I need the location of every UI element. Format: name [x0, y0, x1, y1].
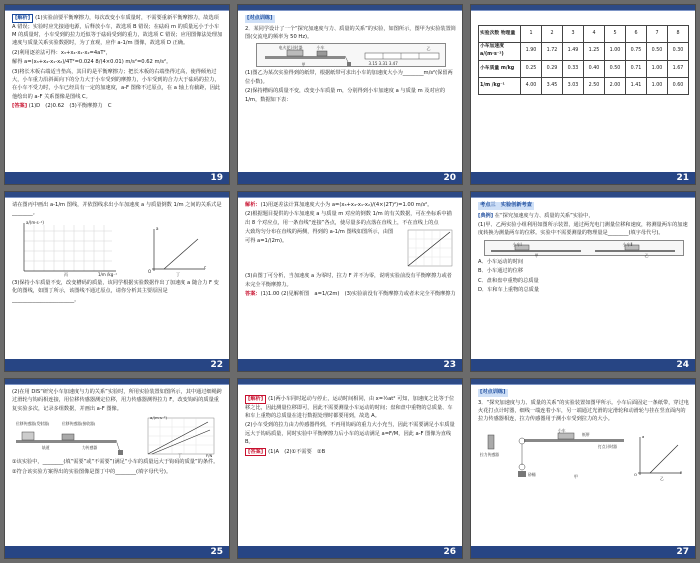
- slide-25[interactable]: [4, 378, 230, 559]
- answer-label: [答案]: [12, 103, 28, 110]
- table-cell: 0.30: [668, 43, 689, 61]
- table-cell: 小车质量 m/kg: [479, 60, 521, 77]
- graph-label: 1/m /kg⁻¹: [98, 271, 117, 277]
- question-text: ①该实验中，________(填“需要”或“不需要”)满足“小车的质量远大于钩码的质量”的条件。: [12, 459, 219, 466]
- figure-area: [12, 414, 223, 458]
- figure-label: 甲: [301, 62, 306, 68]
- footer-bar: [471, 546, 695, 558]
- header-bar: [471, 192, 695, 197]
- slide-26[interactable]: [237, 378, 463, 559]
- figure-label: 甲: [574, 473, 578, 479]
- slide-19[interactable]: [4, 4, 230, 185]
- table-header-cell: 6: [626, 26, 647, 43]
- figure-label: 小车Ⅱ: [622, 241, 633, 247]
- section-heading: 考点三 实验创新考查: [480, 202, 532, 208]
- table-header-cell: 3: [563, 26, 584, 43]
- analysis-tag: [解析]: [245, 395, 266, 404]
- slide-content: [245, 201, 456, 357]
- header-bar: [471, 379, 695, 384]
- table-cell: 3.03: [563, 77, 584, 94]
- table-header-cell: 1: [521, 26, 542, 43]
- option-c: C．盘和盘中重物的总质量: [478, 277, 539, 284]
- footer-bar: [238, 546, 462, 558]
- slide-content: [12, 388, 223, 544]
- figure-label: 小车Ⅰ: [512, 241, 522, 247]
- question-text: (2)在用 DIS“研究小车加速度与力的关系”实验时，所用实验装置如图所示，其中通过细绳跨过滑轮与钩码相连接，用位移传感器测定位移，用力传感器测得拉力 F，改变钩码的质量重复实验多次，记录多组数据，并画出 a-F 图像。: [12, 389, 222, 412]
- header-bar: [471, 5, 695, 10]
- slide-content: [245, 395, 456, 544]
- table-cell: 0.60: [668, 77, 689, 94]
- figure-label: F/N: [206, 453, 213, 459]
- analysis-tag: [解析]: [12, 14, 33, 23]
- footer-bar: [5, 359, 229, 371]
- answer-text: (1)1.00: [260, 291, 280, 298]
- text-line: (2)根据题目提供的小车加速度 a 与质量 m 对应的倒数 1/m 的有关数据，可在坐标系中描出 8 个对应点，用一条直线“连接”各点，使尽量多的点落在直线上，不在直线上的点: [245, 211, 452, 226]
- slide-content: [12, 201, 223, 357]
- table-cell: 1.25: [584, 43, 605, 61]
- figure-label: 打点计时器: [598, 443, 617, 449]
- slide-23[interactable]: [237, 191, 463, 372]
- question-text: 2．某同学设计了一个“探究加速度与力、质量的关系”的实验，如图所示，图甲为实验装置简图(交流电的频率为 50 Hz)。: [245, 25, 456, 40]
- table-header-cell: 7: [647, 26, 668, 43]
- table-cell: 2.50: [584, 77, 605, 94]
- table-cell: 1.00: [605, 43, 626, 61]
- header-bar: [238, 379, 462, 384]
- figure-label: 乙: [660, 475, 664, 481]
- question-text: 3．“探究加速度与力、质量的关系”的实验装置如图甲所示。小车后面固定一条纸带，穿过电火花打点计时器，细线一端连着小车，另一端通过光滑的定滑轮和动滑轮与挂在竖直面内的拉力传感器相连，拉力传感器用于测小车受到拉力的大小。: [478, 399, 689, 423]
- analysis-tag: 解析：: [245, 202, 261, 208]
- header-bar: [5, 192, 229, 197]
- page-number: 27: [676, 547, 689, 557]
- table-row: [479, 77, 689, 94]
- table-cell: 4.00: [521, 77, 542, 94]
- answer-text: (1)D (2)0.62 (3)平衡摩擦力 C: [28, 103, 112, 110]
- slide-21[interactable]: [470, 4, 696, 185]
- slide-content: [12, 14, 223, 170]
- text-line: (2)利用逐差法可得：x₃+x₄-x₁-x₂=4aT²，: [12, 49, 111, 56]
- table-cell: 0.33: [563, 60, 584, 77]
- answer-label: 答案：: [245, 291, 261, 298]
- question-text: (1)图乙为某次实验得到的纸带，根据纸带可求出小车的加速度大小为________m/s²(保留两位小数)。: [245, 70, 453, 85]
- page-number: 25: [210, 547, 223, 557]
- table-cell: 2.00: [605, 77, 626, 94]
- figure-label: 位移传感器(发射器): [16, 421, 50, 427]
- text-line: (3)将长木板右端适当垫高，其目的是平衡摩擦力；把长木板的右端垫得过高，使得倾角过大，小车重力沿斜面向下的分力大于小车受到的摩擦力，小车受到的合力大于砝码的拉力，在小车不受力时，小车已经具有一定的加速度，a-F 图像不过原点，在 a 轴上有截距，因此他绘出的 a-F 关系图像是图线 C。: [12, 68, 221, 100]
- table-cell: 0.29: [542, 60, 563, 77]
- answer-label: [答案]: [245, 448, 266, 457]
- figure-label: F: [680, 469, 683, 475]
- header-bar: [5, 379, 229, 384]
- text-line: (3)由图丁可分析，当加速度 a 为零时，拉力 F 并不为零，说明实验前没有平衡摩擦力或者未完全平衡摩擦力。: [245, 273, 452, 288]
- figure-label: a/(m·s⁻²): [150, 415, 167, 421]
- answer-text: (2)见解析图 a=1/(2m) (3)实验前没有平衡摩擦力或者未完全平衡摩擦力: [281, 291, 456, 298]
- graph-label: F: [204, 265, 207, 271]
- figure-label: 拉力传感器: [480, 451, 499, 457]
- page-number: 24: [676, 360, 689, 370]
- page-number: 20: [443, 173, 456, 183]
- slide-content: [478, 21, 689, 170]
- question-text: (1)甲、乙两实验小组利用如图所示装置，通过两光电门测量位移和速度，将测量两车的加速度转换为测量两车的位移。实验中不需要测量的物理量是________(填字母代号)。: [478, 221, 688, 237]
- page-number: 22: [210, 360, 223, 370]
- option-b: B．小车通过的位移: [478, 268, 524, 275]
- figure-label: 乙: [426, 46, 431, 52]
- figure-label: 电火花计时器: [278, 45, 303, 51]
- answer-text: (1)A (2)①不需要 ②B: [268, 448, 326, 455]
- slide-24[interactable]: [470, 191, 696, 372]
- table-cell: 0.75: [626, 43, 647, 61]
- slide-22[interactable]: [4, 191, 230, 372]
- page-number: 19: [210, 173, 223, 183]
- graph-label: 丁: [176, 271, 180, 277]
- figure-label: a: [642, 433, 645, 439]
- figure-label: 小车: [316, 45, 325, 51]
- footer-bar: [5, 172, 229, 184]
- header-bar: [238, 5, 462, 10]
- question-text: (2)保持槽码的质量不变，改变小车质量 m，分别得到小车加速度 a 与质量 m 及对应的 1/m，数据如下表：: [245, 88, 446, 103]
- page-number: 26: [443, 547, 456, 557]
- table-cell: 1/m /kg⁻¹: [479, 77, 521, 94]
- slide-27[interactable]: [470, 378, 696, 559]
- table-header-row: [479, 26, 689, 43]
- footer-bar: [471, 172, 695, 184]
- table-cell: 0.40: [584, 60, 605, 77]
- slide-content: [245, 14, 456, 170]
- table-cell: 1.90: [521, 43, 542, 61]
- answer-graph: [402, 228, 456, 272]
- table-cell: 1.41: [626, 77, 647, 94]
- footer-bar: [238, 359, 462, 371]
- table-cell: 1.00: [647, 77, 668, 94]
- slide-20[interactable]: [237, 4, 463, 185]
- page-number: 23: [443, 360, 456, 370]
- graph-label: 丙: [64, 271, 68, 277]
- table-cell: 0.71: [626, 60, 647, 77]
- table-cell: 1.67: [668, 60, 689, 77]
- figure-label: 甲: [534, 252, 539, 258]
- header-bar: [5, 5, 229, 10]
- header-bar: [238, 192, 462, 197]
- figure-label: 力传感器: [82, 445, 98, 451]
- question-text: 在“探究加速度与力、质量的关系”实验中，: [494, 212, 594, 219]
- option-a: A．小车运动的时间: [478, 258, 524, 265]
- practice-tag: [对点训练]: [480, 389, 506, 395]
- graph-label: O: [148, 268, 152, 274]
- slide-grid: [4, 4, 696, 559]
- table-header-cell: 5: [605, 26, 626, 43]
- formula-line: 解得 a=(x₃+x₄-x₁-x₂)/4T²=0.024 8/(4×0.01) m/s²=0.62 m/s²。: [12, 59, 172, 66]
- option-d: D．车和车上重物的总质量: [478, 286, 540, 293]
- apparatus-figure: [256, 43, 446, 67]
- figure-label: 3.15 3.31 3.47: [368, 61, 398, 67]
- table-cell: 1.72: [542, 43, 563, 61]
- text-line: (1)实验前要平衡摩擦力，每次改变小车质量时，不需要重新平衡摩擦力，故选项 A 错误；实验时应先接通电源，后释放小车，故选项 B 错误；在砝码 m 的质量远小于小车 M 的质量时，小车受到的拉力近似等于砝码受到的重力，故选项 C 错误；应用图像法处理加速度与质量关系实验数据时，为了直观，应作 a-1/m 图像，故选项 D 正确。: [12, 15, 223, 47]
- footer-bar: [238, 172, 462, 184]
- table-cell: 1.49: [563, 43, 584, 61]
- data-table: [478, 25, 689, 95]
- figure-label: 小车: [558, 427, 566, 433]
- figure-label: 纸带: [582, 431, 590, 437]
- table-row: [479, 43, 689, 61]
- page-number: 21: [676, 173, 689, 183]
- table-header-cell: 8: [668, 26, 689, 43]
- slide-content: [478, 201, 689, 357]
- table-cell: 1.00: [647, 60, 668, 77]
- table-header-cell: 2: [542, 26, 563, 43]
- figure-area: [478, 425, 689, 481]
- table-cell: 0.50: [647, 43, 668, 61]
- figure-label: 轨道: [42, 445, 50, 451]
- question-text: (3)保持小车质量不变，改变槽码的质量，该同学根据实验数据作出了加速度 a 随合力 F 变化的图线，如图丁所示，该图线不通过原点，请你分析其主要原因是________________________。: [12, 279, 219, 303]
- practice-tag: [对点训练]: [247, 15, 273, 21]
- figure-label: 丁: [178, 453, 182, 459]
- text-line: (1)用逐差法计算加速度大小为 a=(x₃+x₄-x₁-x₂)/(4×(2T)²)=1.00 m/s²。: [260, 202, 433, 208]
- footer-bar: [471, 359, 695, 371]
- text-line: (1)两小车同时起动与停止，运动时间相同，由 x=½at² 可知，加速度之比等于位移之比，因此测量位移即可，因此不需要测量小车运动的时间；盘和盘中重物的总质量、车和车上重物的总质量在进行数据处理时都要用到，故选 A。: [245, 396, 455, 419]
- question-text: 请在图丙中画出 a-1/m 图线，并依图线求出小车加速度 a 与质量倒数 1/m 之间的关系式是________。: [12, 202, 222, 217]
- apparatus-figure: [484, 240, 684, 256]
- table-cell: 小车加速度 a/(m·s⁻²): [479, 43, 521, 61]
- graph-label: a: [156, 225, 159, 231]
- slide-content: [478, 388, 689, 544]
- figure-label: 乙: [644, 252, 649, 258]
- figure-label: 砂桶: [528, 471, 536, 477]
- example-tag: [典例]: [478, 212, 494, 219]
- graph-svg: [12, 219, 222, 279]
- graph-area: [12, 219, 223, 279]
- text-line: (2)小车受到的拉力由力传感器得到，不再用钩码的重力大小充当，因此不需要满足小车质量远大于钩码质量，同时实验中平衡摩擦力后小车的运动满足 a=F/M，因此 a-F 图像为直线 B。: [245, 422, 455, 446]
- footer-bar: [5, 546, 229, 558]
- table-cell: 0.25: [521, 60, 542, 77]
- table-header-cell: 4: [584, 26, 605, 43]
- question-text: ②符合该实验方案得出的实验图像是图丁中的________(填字母代号)。: [12, 468, 172, 475]
- table-row: [479, 60, 689, 77]
- text-line: 大致均匀分布在直线的两侧，得到的 a-1/m 图线如图所示，由图可得 a=1/(2m)。: [245, 229, 394, 244]
- table-cell: 0.50: [605, 60, 626, 77]
- table-cell: 3.45: [542, 77, 563, 94]
- figure-label: O: [634, 471, 637, 477]
- figure-label: 位移传感器(接收器): [62, 421, 96, 427]
- graph-label: a/(m·s⁻²): [26, 219, 44, 225]
- table-header-cell: 实验次数 物理量: [479, 26, 521, 43]
